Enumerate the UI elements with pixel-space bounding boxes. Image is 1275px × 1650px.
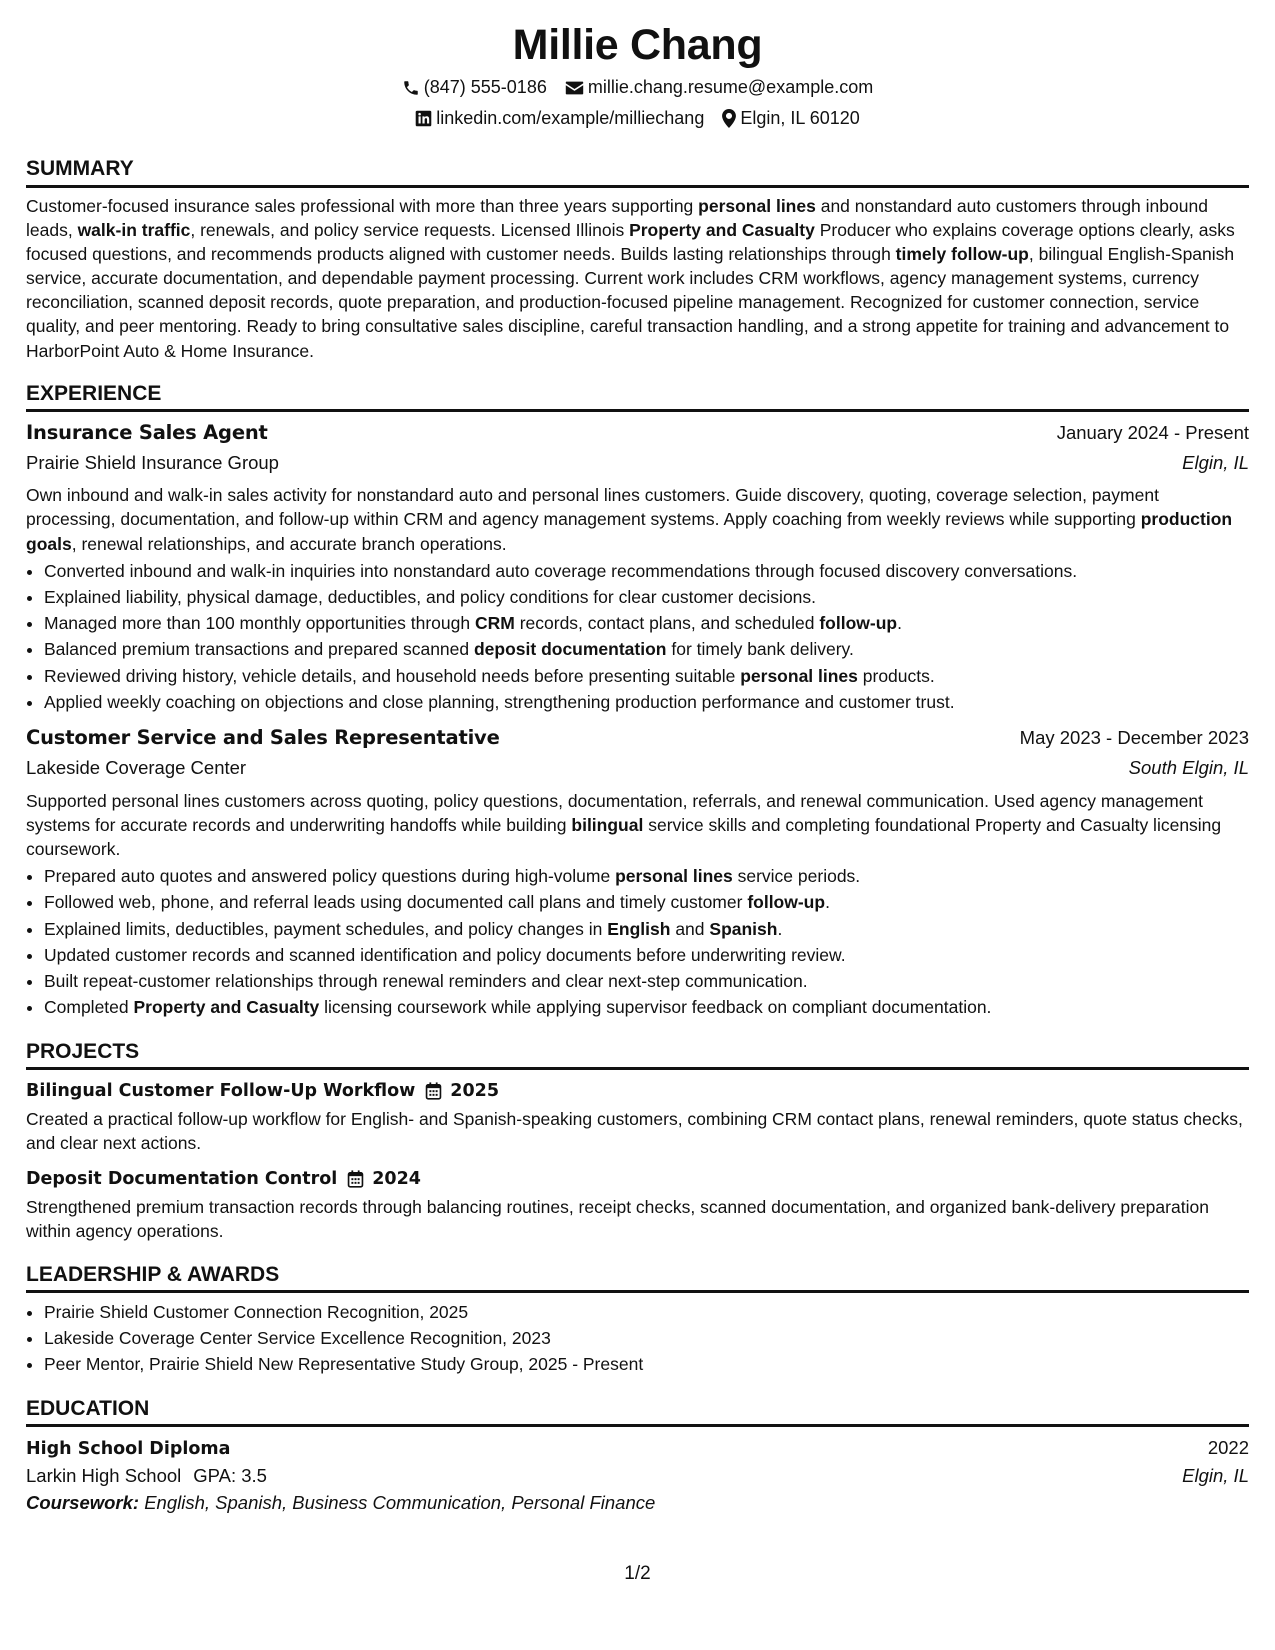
project-description: Created a practical follow-up workflow for English- and Spanish-speaking customers, combining CRM contact plans, renewal reminders, quote status checks, and clear next actions. <box>26 1108 1243 1153</box>
map-pin-icon <box>722 109 736 128</box>
coursework-label: Coursework: <box>26 1492 140 1514</box>
list-item: • Explained limits, deductibles, payment schedules, and policy changes in English and Spanish. <box>44 916 1249 942</box>
job-organization: Lakeside Coverage Center <box>26 757 247 779</box>
list-item: • Updated customer records and scanned identification and policy documents before underwriting review. <box>44 942 1249 968</box>
leadership-section <box>26 1244 1249 1378</box>
calendar-icon <box>347 1170 364 1188</box>
project-name: Bilingual Customer Follow-Up Workflow <box>26 1080 416 1101</box>
contact-location <box>722 108 859 130</box>
project-entry <box>26 1167 1249 1243</box>
linkedin-icon <box>415 110 432 127</box>
coursework-list: English, Spanish, Business Communication, Personal Finance <box>144 1492 656 1514</box>
summary-section <box>26 138 1249 362</box>
contact-line-2 <box>26 108 1249 130</box>
education-heading: EDUCATION <box>26 1378 1249 1427</box>
job-title: Insurance Sales Agent <box>26 420 268 444</box>
project-description: Strengthened premium transaction records through balancing routines, receipt checks, scanned documentation, and organized bank-delivery preparation within agency operations. <box>26 1197 1209 1242</box>
job-entry <box>26 420 1249 715</box>
contact-linkedin[interactable] <box>415 108 704 130</box>
job-description: Supported personal lines customers across quoting, policy questions, documentation, referrals, and renewal communication. Used agency management systems for accurate records and underwriting handoffs while building bilingual service skills and completing foundational Property and Casualty licensing coursework. <box>26 790 1222 859</box>
list-item: • Balanced premium transactions and prepared scanned deposit documentation for timely bank delivery. <box>44 636 1249 662</box>
experience-section <box>26 363 1249 1021</box>
contact-line-1 <box>26 77 1249 99</box>
job-location: South Elgin, IL <box>1128 757 1249 779</box>
education-section <box>26 1378 1249 1516</box>
project-year: 2025 <box>450 1080 500 1101</box>
list-item: • Prepared auto quotes and answered policy questions during high-volume personal lines service periods. <box>44 863 1249 889</box>
contact-phone <box>402 77 547 99</box>
job-bullets <box>26 558 1249 716</box>
job-bullets <box>26 863 1249 1021</box>
list-item: • Reviewed driving history, vehicle details, and household needs before presenting suitable personal lines products. <box>44 663 1249 689</box>
school-location: Elgin, IL <box>1182 1464 1249 1486</box>
summary-heading: SUMMARY <box>26 138 1249 187</box>
project-year: 2024 <box>372 1169 421 1190</box>
gpa: GPA: 3.5 <box>193 1464 267 1486</box>
resume-page <box>26 22 1249 1516</box>
list-item: • Converted inbound and walk-in inquiries into nonstandard auto coverage recommendations through focused discovery conversations. <box>44 558 1249 584</box>
projects-heading: PROJECTS <box>26 1021 1249 1070</box>
phone-icon <box>402 79 420 97</box>
candidate-name: Millie Chang <box>512 21 763 69</box>
job-organization: Prairie Shield Insurance Group <box>26 451 279 473</box>
list-item: • Prairie Shield Customer Connection Recognition, 2025 <box>44 1299 1249 1325</box>
graduation-year: 2022 <box>1207 1436 1249 1458</box>
calendar-icon <box>425 1082 442 1100</box>
page-number: 1/2 <box>624 1563 651 1584</box>
degree-title: High School Diploma <box>26 1438 231 1459</box>
leadership-heading: LEADERSHIP & AWARDS <box>26 1244 1249 1293</box>
experience-heading: EXPERIENCE <box>26 363 1249 412</box>
email-address[interactable]: millie.chang.resume@example.com <box>587 77 874 98</box>
summary-text: Customer-focused insurance sales professional with more than three years supporting personal lines and nonstandard auto customers through inbound leads, walk-in traffic, renewals, and policy service requests. Licensed Illinois Property and Casualty Producer who explains coverage options clearly, asks focused questions, and recommends products aligned with customer needs. Builds lasting relationships through timely follow-up, bilingual English-Spanish service, accurate documentation, and dependable payment processing. Current work includes CRM workflows, agency management systems, currency reconciliation, scanned deposit records, quote preparation, and production-focused pipeline management. Recognized for customer connection, service quality, and peer mentoring. Ready to bring consultative sales discipline, careful transaction handling, and a strong appetite for training and advancement to HarborPoint Auto & Home Insurance. <box>26 195 1235 361</box>
list-item: • Explained liability, physical damage, deductibles, and policy conditions for clear customer decisions. <box>44 584 1249 610</box>
leadership-list <box>26 1299 1249 1378</box>
phone-number: (847) 555-0186 <box>423 77 547 98</box>
envelope-icon <box>565 80 584 96</box>
school-name: Larkin High School <box>26 1464 182 1486</box>
list-item: • Built repeat-customer relationships through renewal reminders and clear next-step communication. <box>44 968 1249 994</box>
location-text: Elgin, IL 60120 <box>740 107 860 128</box>
list-item: • Applied weekly coaching on objections and close planning, strengthening production performance and customer trust. <box>44 689 1249 715</box>
list-item: • Followed web, phone, and referral leads using documented call plans and timely customer follow-up. <box>44 889 1249 915</box>
job-title: Customer Service and Sales Representative <box>26 726 500 750</box>
job-description: Own inbound and walk-in sales activity for nonstandard auto and personal lines customers. Guide discovery, quoting, coverage selection, payment processing, documentation, and follow-up within CRM and agency management systems. Apply coaching from weekly reviews while supporting production goals, renewal relationships, and accurate branch operations. <box>26 485 1233 554</box>
coursework <box>26 1490 1249 1516</box>
list-item: • Completed Property and Casualty licensing coursework while applying supervisor feedback on compliant documentation. <box>44 994 1249 1020</box>
projects-section <box>26 1021 1249 1244</box>
list-item: • Lakeside Coverage Center Service Excellence Recognition, 2023 <box>44 1325 1249 1351</box>
contact-email[interactable] <box>565 77 873 99</box>
project-name: Deposit Documentation Control <box>26 1169 338 1190</box>
list-item: • Managed more than 100 monthly opportunities through CRM records, contact plans, and scheduled follow-up. <box>44 610 1249 636</box>
list-item: • Peer Mentor, Prairie Shield New Representative Study Group, 2025 - Present <box>44 1351 1249 1377</box>
job-location: Elgin, IL <box>1182 451 1249 473</box>
job-dates: January 2024 - Present <box>1056 421 1249 443</box>
project-entry <box>26 1079 1249 1155</box>
linkedin-url[interactable]: linkedin.com/example/milliechang <box>436 107 705 128</box>
job-dates: May 2023 - December 2023 <box>1019 727 1249 749</box>
job-entry <box>26 725 1249 1020</box>
